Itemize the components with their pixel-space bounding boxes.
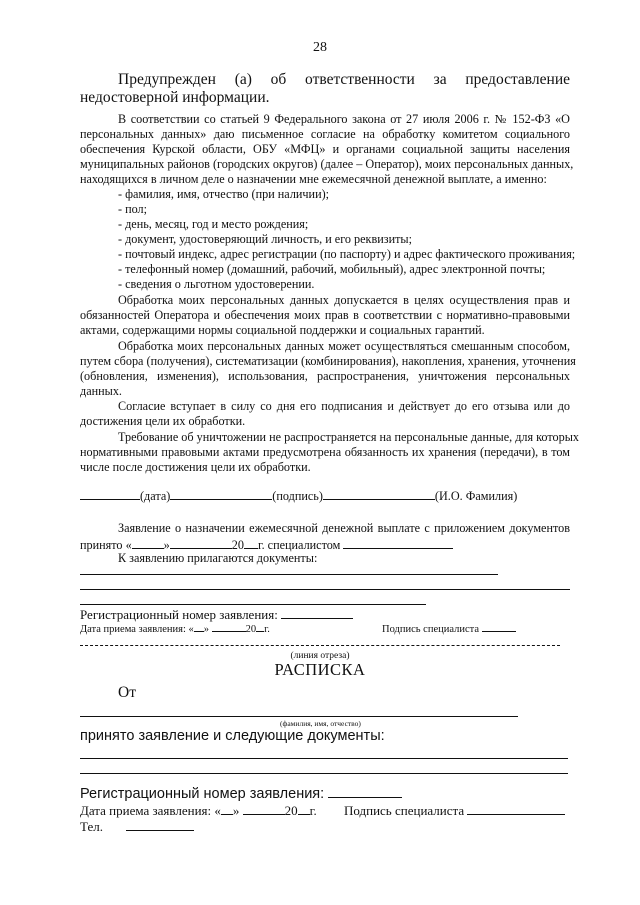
date-caption: (дата) [140,489,171,503]
receipt-year-blank[interactable] [298,803,310,815]
reg-number-blank[interactable] [281,607,353,619]
acceptance-line-1: Заявление о назначении ежемесячной денежной выплате с приложением документов [118,521,570,535]
warning-line-2: недостоверной информации. [80,89,270,106]
name-blank[interactable] [323,488,435,500]
destruction-line-2: нормативными правовыми актами предусмотрена обязанность их хранения (передачи), в том [80,445,570,459]
docs-line-2[interactable] [80,589,570,590]
receipt-reg-row [80,784,402,802]
receipt-date-row: Дата приема заявления: « » 20 г. [80,803,317,818]
acceptance-date-row: Дата приема заявления: « » 20 г. [80,624,270,635]
validity-line-1: Согласие вступает в силу со дня его подписания и действует до его отзыва или до [118,399,570,413]
list-item: - документ, удостоверяющий личность, и его реквизиты; [118,232,412,246]
receipt-day-blank[interactable] [221,803,233,815]
method-line-1: Обработка моих персональных данных может осуществляться смешанным способом, [118,339,570,353]
signature-row [80,488,517,504]
attached-docs-label: К заявлению прилагаются документы: [118,551,318,565]
accepted-year-blank[interactable] [244,537,258,549]
signature-blank[interactable] [170,488,272,500]
validity-line-2: достижения цели их обработки. [80,414,246,428]
method-line-4: данных. [80,384,122,398]
acceptance-month-blank[interactable] [212,622,246,632]
receipt-sign-row: Подпись специалиста [344,803,565,819]
method-line-3: (обновления, изменения), использования, распространения, уничтожения персональных [80,369,570,383]
method-line-2: путем сбора (получения), систематизации (комбинирования), накопления, хранения, уточнения [80,354,576,368]
receipt-docs-line-1[interactable] [80,758,568,759]
list-item: - телефонный номер (домашний, рабочий, мобильный), адрес электронной почты; [118,262,546,276]
warning-line-1: Предупрежден (а) об ответственности за предоставление [118,71,570,88]
cut-line-caption: (линия отреза) [290,651,350,661]
acceptance-year-blank[interactable] [256,622,264,632]
name-caption: (И.О. Фамилия) [434,489,518,503]
receipt-phone-row [80,819,194,835]
reg-number-label: Регистрационный номер заявления: [80,607,278,622]
signature-caption: (подпись) [272,489,323,503]
cut-line [80,645,560,646]
consent-line-4: муниципальных районов (городских округов) (далее – Оператор), моих персональных данных, [80,157,574,171]
purpose-line-1: Обработка моих персональных данных допускается в целях осуществления прав и [118,293,570,307]
docs-line-1[interactable] [80,574,498,575]
receipt-accepted-label: принято заявление и следующие документы: [80,728,385,744]
purpose-line-3: актами, содержащими нормы социальной поддержки и социальных гарантий. [80,323,485,337]
date-blank[interactable] [80,488,140,500]
receipt-reg-blank[interactable] [328,784,402,798]
purpose-line-2: обязанностей Оператора и обеспечения моих прав в соответствии с нормативно-правовыми [80,308,570,322]
list-item: - пол; [118,202,148,216]
receipt-sign-blank[interactable] [467,803,565,815]
list-item: - фамилия, имя, отчество (при наличии); [118,187,330,201]
consent-line-1: В соответствии со статьей 9 Федерального закона от 27 июля 2006 г. № 152-ФЗ «О [118,112,570,126]
acceptance-sign-blank[interactable] [482,622,516,632]
receipt-reg-label: Регистрационный номер заявления: [80,786,325,802]
consent-line-2: персональных данных» даю письменное согласие на обработку комитетом социального [80,127,570,141]
receipt-title: РАСПИСКА [274,660,366,679]
accepted-day-blank[interactable] [132,537,164,549]
receipt-from-label: От [118,684,136,701]
list-item: - сведения о льготном удостоверении. [118,277,315,291]
consent-line-5: находящихся в личном деле о назначении мне ежемесячной денежной выплате, а именно: [80,172,547,186]
destruction-line-3: числе после достижения цели их обработки. [80,460,311,474]
acceptance-day-blank[interactable] [194,622,204,632]
docs-line-3[interactable] [80,604,426,605]
destruction-line-1: Требование об уничтожении не распространяется на персональные данные, для которых [118,430,579,444]
receipt-phone-blank[interactable] [126,819,194,831]
reg-number-row [80,607,353,623]
acceptance-line-2: принято « » 20 г. специалистом [80,537,453,553]
specialist-blank[interactable] [343,537,453,549]
receipt-phone-label: Тел. [80,819,103,834]
receipt-fio-caption: (фамилия, имя, отчество) [280,719,361,728]
receipt-month-blank[interactable] [243,803,285,815]
acceptance-sign-row: Подпись специалиста [382,622,516,635]
receipt-docs-line-2[interactable] [80,773,568,774]
consent-line-3: обеспечения Курской области, ОБУ «МФЦ» и органами социальной защиты населения [80,142,570,156]
list-item: - почтовый индекс, адрес регистрации (по паспорту) и адрес фактического проживания; [118,247,576,261]
accepted-month-blank[interactable] [170,537,232,549]
list-item: - день, месяц, год и место рождения; [118,217,309,231]
page-number: 28 [313,40,327,55]
receipt-fio-line[interactable] [80,716,518,717]
